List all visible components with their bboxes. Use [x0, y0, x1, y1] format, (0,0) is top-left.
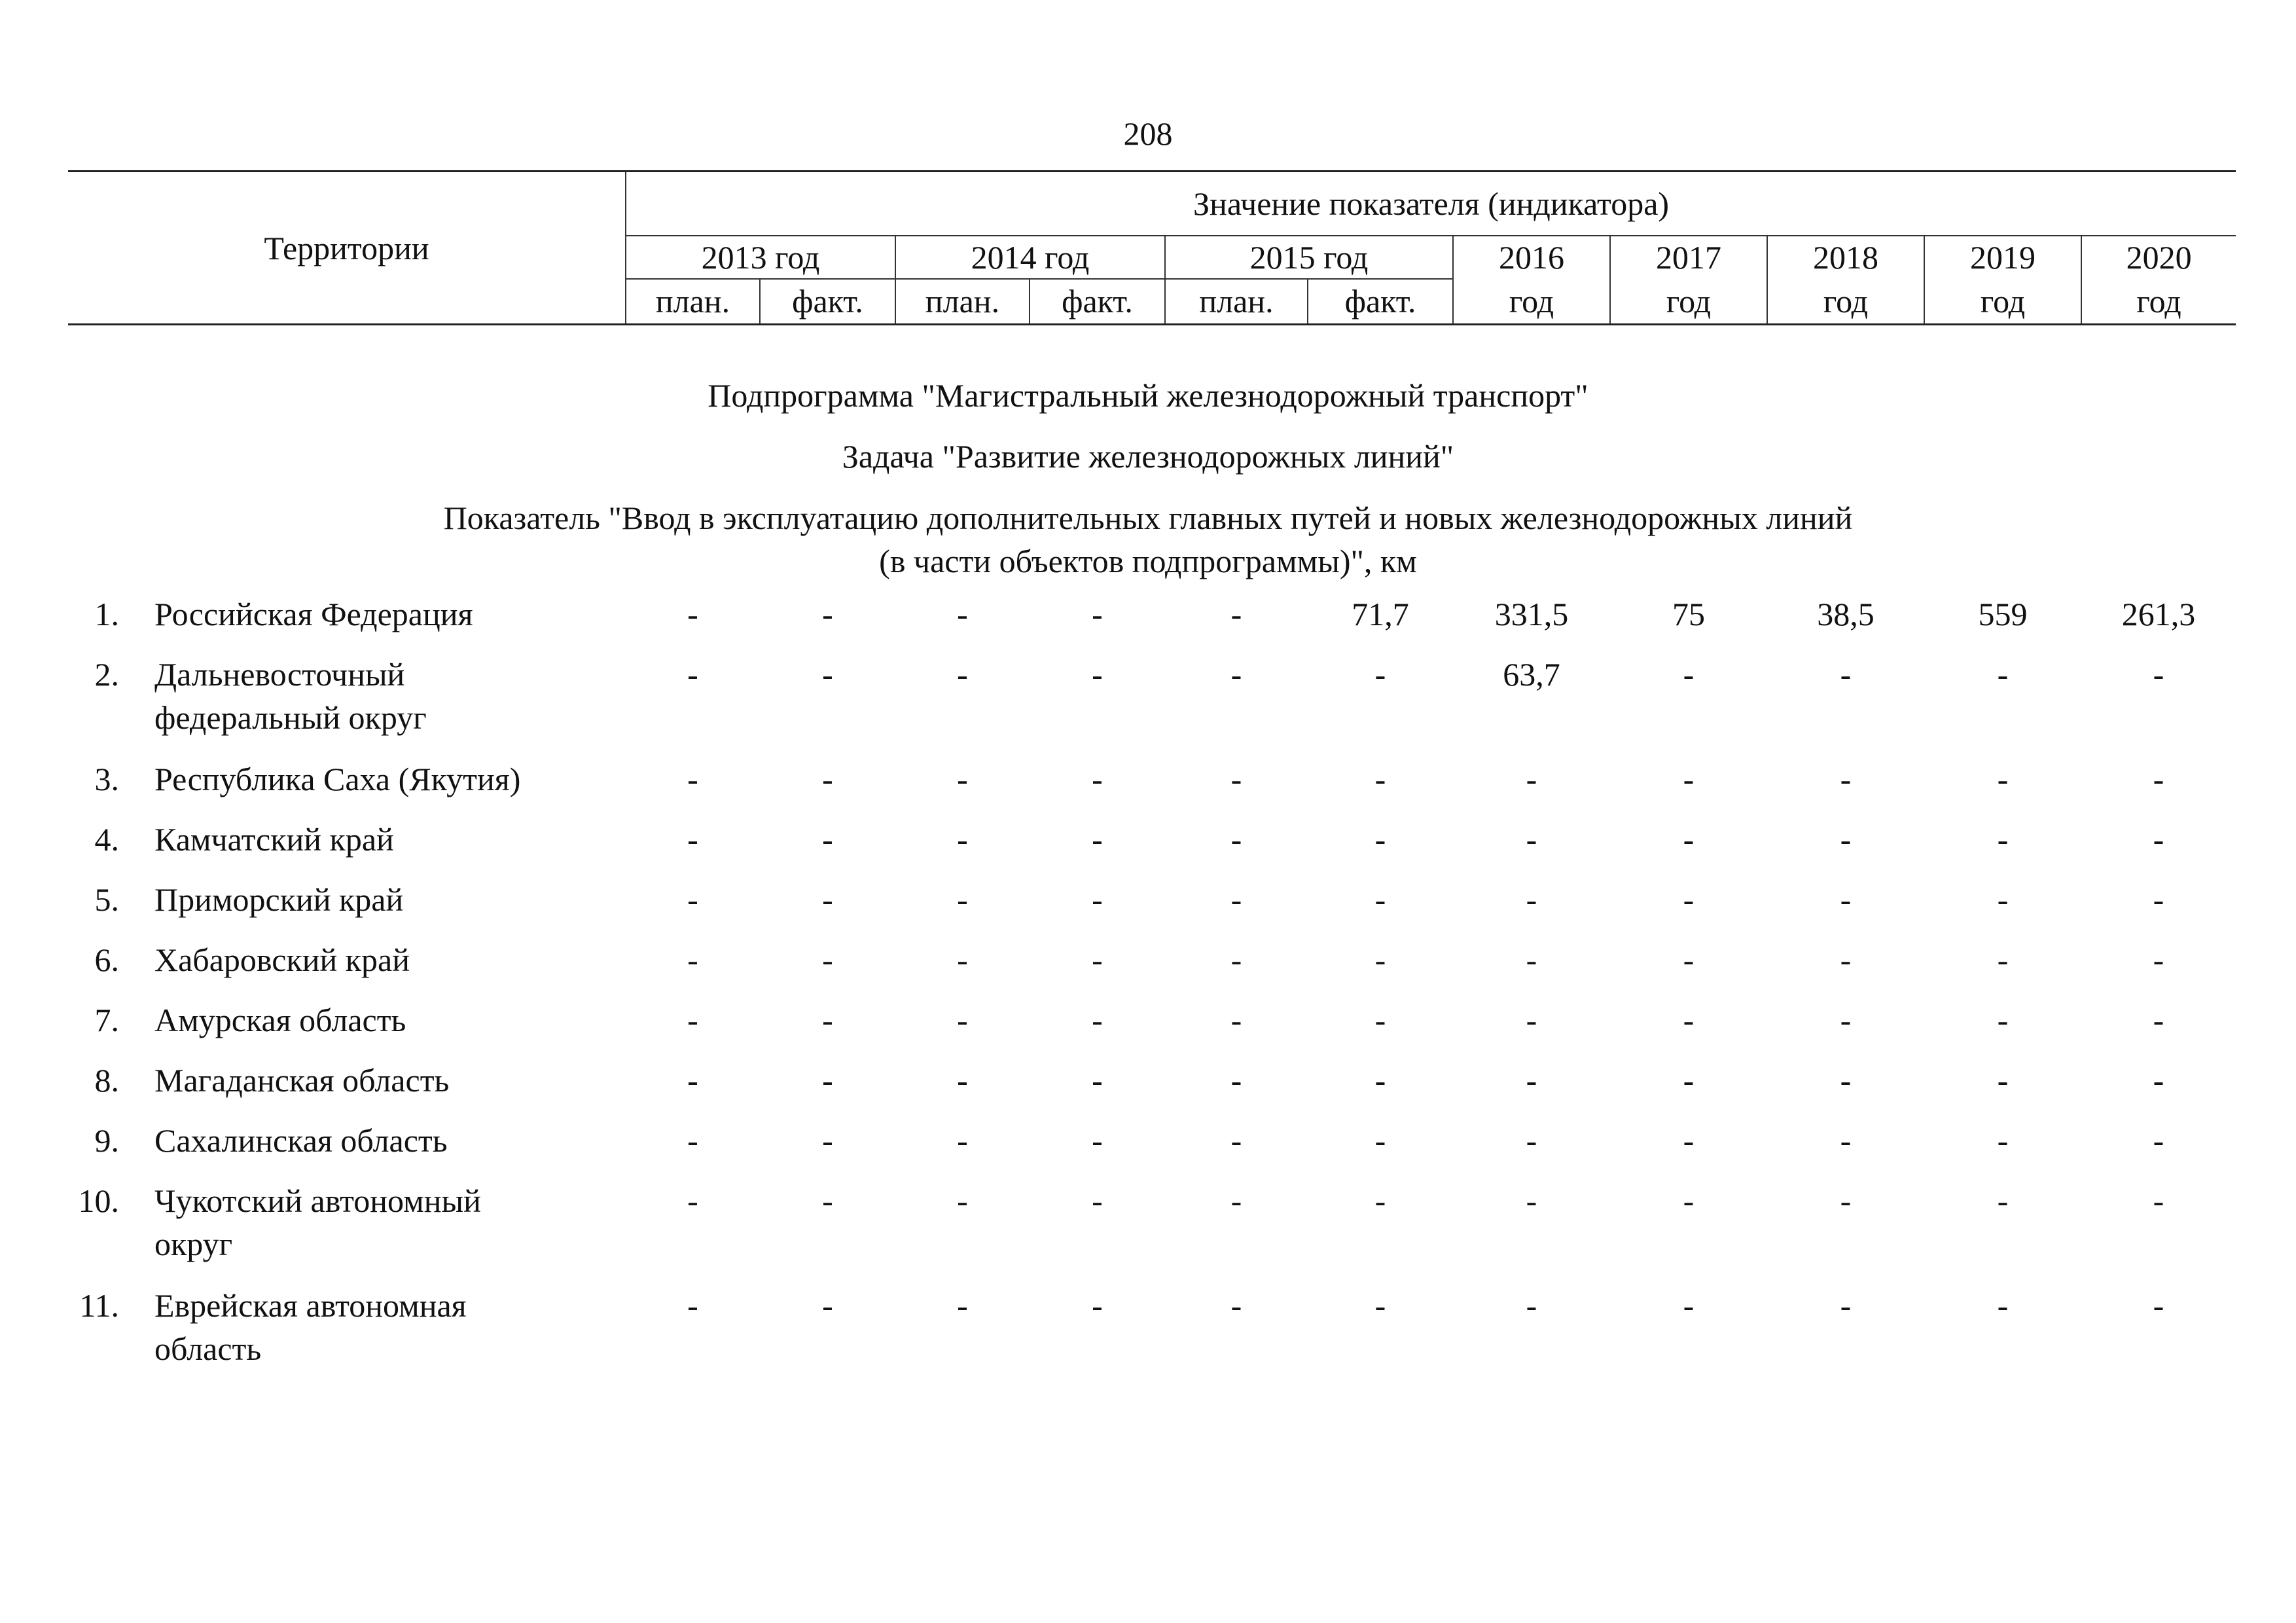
value-cell: - [1997, 761, 2009, 797]
year-header: 2015 год [1165, 236, 1453, 279]
territory-name-line: Приморский край [154, 881, 404, 918]
value-cell: - [1230, 1062, 1242, 1099]
value-cell: 559 [1978, 596, 2028, 632]
table-header [68, 170, 2236, 325]
god-header: год [1453, 279, 1610, 325]
value-cell: - [1230, 656, 1242, 693]
value-cell: - [1683, 1002, 1695, 1038]
value-cell: - [1683, 1122, 1695, 1159]
row-number: 1. [94, 596, 119, 632]
value-cell: - [2153, 1287, 2164, 1324]
value-cell: - [1374, 1182, 1386, 1219]
territory-name-line: Дальневосточный [154, 656, 405, 693]
value-cell: - [1683, 881, 1695, 918]
page-number: 208 [1123, 115, 1173, 152]
value-cell: - [1526, 1122, 1537, 1159]
year-header: 2017 [1610, 236, 1767, 279]
year-header: 2020 [2081, 236, 2236, 279]
territory-name [136, 1059, 626, 1119]
indicator-title-line2: (в части объектов подпрограммы)", км [879, 543, 1417, 579]
value-cell: - [1840, 1062, 1852, 1099]
value-cell: - [957, 1062, 968, 1099]
year-header: 2019 [1924, 236, 2081, 279]
territory-name [136, 1119, 626, 1179]
row-number: 2. [94, 656, 119, 693]
territory-name-line: Камчатский край [154, 821, 394, 858]
value-cell: - [957, 761, 968, 797]
subprogram-title: Подпрограмма "Магистральный железнодорожный транспорт" [708, 377, 1588, 414]
fact-header: факт. [1030, 279, 1165, 325]
value-cell: - [1997, 1122, 2009, 1159]
value-cell: - [822, 761, 833, 797]
value-cell: - [1092, 656, 1103, 693]
value-cell: - [1840, 821, 1852, 858]
value-cell: - [822, 596, 833, 632]
value-cell: - [1683, 1182, 1695, 1219]
value-cell: - [1092, 881, 1103, 918]
value-cell: - [957, 596, 968, 632]
value-cell: - [1230, 1182, 1242, 1219]
value-cell: - [1230, 596, 1242, 632]
indicator-title-line1: Показатель "Ввод в эксплуатацию дополнительных главных путей и новых железнодорожных линий [443, 500, 1853, 536]
year-header: 2014 год [895, 236, 1165, 279]
fact-header: факт. [1308, 279, 1453, 325]
value-cell: - [1092, 1002, 1103, 1038]
value-cell: - [1230, 941, 1242, 978]
value-cell: - [1526, 1287, 1537, 1324]
fact-header: факт. [760, 279, 895, 325]
table-row [68, 593, 2236, 653]
value-cell: - [687, 821, 698, 858]
value-cell: - [687, 596, 698, 632]
value-cell: - [1997, 656, 2009, 693]
value-cell: - [687, 941, 698, 978]
value-cell: - [687, 1182, 698, 1219]
year-header: 2016 [1453, 236, 1610, 279]
value-cell: - [1230, 761, 1242, 797]
value-cell: - [1374, 1062, 1386, 1099]
value-cell: - [822, 1182, 833, 1219]
value-cell: - [2153, 821, 2164, 858]
value-cell: - [957, 1182, 968, 1219]
value-cell: - [687, 1002, 698, 1038]
data-table [68, 593, 2236, 1389]
territory-name [136, 1284, 626, 1389]
value-cell: - [1997, 1287, 2009, 1324]
value-cell: - [1092, 821, 1103, 858]
value-cell: - [1374, 656, 1386, 693]
value-cell: - [822, 1062, 833, 1099]
value-cell: - [1374, 821, 1386, 858]
value-cell: - [2153, 1182, 2164, 1219]
value-cell: - [822, 941, 833, 978]
table-row [68, 998, 2236, 1059]
value-cell: - [822, 656, 833, 693]
value-cell: - [1092, 1062, 1103, 1099]
value-cell: - [1374, 1002, 1386, 1038]
value-cell: - [1683, 941, 1695, 978]
territory-name-line: Еврейская автономная [154, 1287, 467, 1324]
table-row [68, 1284, 2236, 1389]
value-cell: - [1840, 1182, 1852, 1219]
territory-name [136, 653, 626, 757]
value-cell: 75 [1672, 596, 1705, 632]
value-cell: - [1230, 1122, 1242, 1159]
value-cell: - [957, 1122, 968, 1159]
territory-name-line: Чукотский автономный [154, 1182, 481, 1219]
value-cell: - [822, 821, 833, 858]
row-number: 6. [94, 941, 119, 978]
value-cell: - [687, 1062, 698, 1099]
value-cell: 261,3 [2121, 596, 2196, 632]
territory-name-line: федеральный округ [154, 699, 427, 736]
value-cell: - [1840, 881, 1852, 918]
value-cell: - [1840, 761, 1852, 797]
row-number: 7. [94, 1002, 119, 1038]
territory-name [136, 998, 626, 1059]
value-cell: - [2153, 1002, 2164, 1038]
table-row [68, 818, 2236, 878]
plan-header: план. [1165, 279, 1308, 325]
year-header: 2013 год [626, 236, 895, 279]
value-cell: - [1230, 821, 1242, 858]
value-cell: - [2153, 1122, 2164, 1159]
value-cell: - [1683, 1062, 1695, 1099]
value-cell: - [822, 1002, 833, 1038]
value-cell: - [1997, 1002, 2009, 1038]
value-cell: - [957, 941, 968, 978]
value-cell: - [957, 1002, 968, 1038]
value-cell: 63,7 [1503, 656, 1560, 693]
value-cell: - [1092, 1122, 1103, 1159]
value-cell: - [1683, 1287, 1695, 1324]
territory-name [136, 1179, 626, 1284]
value-cell: - [1374, 1122, 1386, 1159]
value-cell: - [1526, 881, 1537, 918]
value-cell: - [822, 881, 833, 918]
value-cell: - [1840, 941, 1852, 978]
value-cell: - [1840, 656, 1852, 693]
value-cell: - [1092, 1182, 1103, 1219]
god-header: год [1767, 279, 1924, 325]
value-cell: - [1526, 1002, 1537, 1038]
value-cell: - [687, 881, 698, 918]
table-row [68, 938, 2236, 998]
territory-name [136, 818, 626, 878]
territory-name [136, 757, 626, 818]
value-cell: - [687, 656, 698, 693]
value-cell: - [1230, 881, 1242, 918]
value-cell: - [1230, 1002, 1242, 1038]
territory-name-line: Республика Саха (Якутия) [154, 761, 521, 797]
god-header: год [1924, 279, 2081, 325]
value-cell: - [1092, 761, 1103, 797]
row-number: 4. [94, 821, 119, 858]
value-cell: - [1374, 1287, 1386, 1324]
table-row [68, 1119, 2236, 1179]
value-cell: - [1230, 1287, 1242, 1324]
table-row [68, 878, 2236, 938]
value-cell: - [1526, 1062, 1537, 1099]
territory-name-line: округ [154, 1226, 233, 1262]
value-cell: - [1840, 1287, 1852, 1324]
god-header: год [2081, 279, 2236, 325]
value-cell: - [1526, 761, 1537, 797]
value-cell: - [1683, 656, 1695, 693]
value-cell: - [1526, 821, 1537, 858]
year-header: 2018 [1767, 236, 1924, 279]
value-cell: - [2153, 1062, 2164, 1099]
value-cell: - [1092, 941, 1103, 978]
value-cell: - [687, 1287, 698, 1324]
value-cell: - [2153, 761, 2164, 797]
row-number: 10. [78, 1182, 119, 1219]
value-cell: - [1997, 881, 2009, 918]
value-cell: - [687, 1122, 698, 1159]
value-cell: - [957, 881, 968, 918]
indicator-value-header: Значение показателя (индикатора) [626, 172, 2236, 236]
value-cell: - [1997, 821, 2009, 858]
territories-header: Территории [68, 172, 626, 325]
value-cell: 331,5 [1494, 596, 1569, 632]
territory-name [136, 878, 626, 938]
territory-name-line: Магаданская область [154, 1062, 450, 1099]
plan-header: план. [895, 279, 1030, 325]
value-cell: - [1092, 596, 1103, 632]
table-row [68, 1179, 2236, 1284]
table-row [68, 757, 2236, 818]
territory-name [136, 593, 626, 653]
territory-name-line: Российская Федерация [154, 596, 473, 632]
row-number: 5. [94, 881, 119, 918]
value-cell: - [1374, 941, 1386, 978]
value-cell: - [1840, 1002, 1852, 1038]
value-cell: - [1997, 1062, 2009, 1099]
value-cell: - [1374, 761, 1386, 797]
value-cell: - [822, 1287, 833, 1324]
table-row [68, 1059, 2236, 1119]
value-cell: - [1997, 941, 2009, 978]
territory-name-line: область [154, 1330, 262, 1367]
value-cell: - [1374, 881, 1386, 918]
value-cell: - [1092, 1287, 1103, 1324]
value-cell: - [1997, 1182, 2009, 1219]
plan-header: план. [626, 279, 760, 325]
value-cell: - [2153, 881, 2164, 918]
row-number: 3. [94, 761, 119, 797]
god-header: год [1610, 279, 1767, 325]
value-cell: - [1526, 1182, 1537, 1219]
value-cell: - [1526, 941, 1537, 978]
value-cell: - [1840, 1122, 1852, 1159]
value-cell: - [957, 656, 968, 693]
value-cell: - [2153, 656, 2164, 693]
value-cell: 71,7 [1352, 596, 1409, 632]
value-cell: 38,5 [1817, 596, 1874, 632]
value-cell: - [1683, 761, 1695, 797]
value-cell: - [2153, 941, 2164, 978]
territory-name-line: Сахалинская область [154, 1122, 448, 1159]
table-row [68, 653, 2236, 757]
value-cell: - [957, 1287, 968, 1324]
value-cell: - [822, 1122, 833, 1159]
territory-name [136, 938, 626, 998]
territory-name-line: Хабаровский край [154, 941, 410, 978]
row-number: 11. [79, 1287, 119, 1324]
task-title: Задача "Развитие железнодорожных линий" [842, 438, 1454, 475]
row-number: 9. [94, 1122, 119, 1159]
value-cell: - [957, 821, 968, 858]
value-cell: - [687, 761, 698, 797]
value-cell: - [1683, 821, 1695, 858]
row-number: 8. [94, 1062, 119, 1099]
territory-name-line: Амурская область [154, 1002, 406, 1038]
